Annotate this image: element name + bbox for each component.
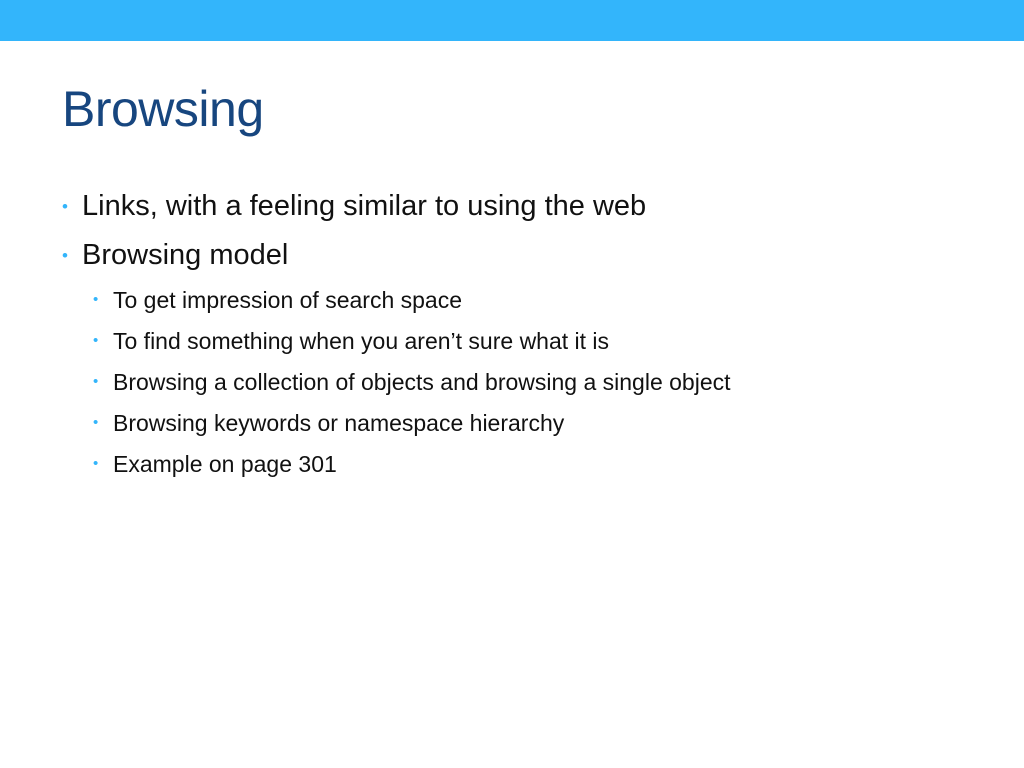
bullet-dot-icon: • (62, 246, 68, 265)
bullet-dot-icon: • (93, 291, 99, 308)
top-accent-bar (0, 0, 1024, 41)
bullet-dot-icon: • (93, 455, 99, 472)
bullet-dot-icon: • (62, 197, 68, 216)
sub-bullet-item (62, 366, 1002, 407)
sub-bullet-text: Browsing a collection of objects and browsing a single object (113, 369, 731, 395)
bullet-list (62, 186, 1002, 489)
bullet-text: Links, with a feeling similar to using the web (82, 190, 647, 222)
bullet-text: Browsing model (82, 239, 289, 271)
sub-bullet-text: Browsing keywords or namespace hierarchy (113, 410, 565, 436)
sub-bullet-text: Example on page 301 (113, 451, 337, 477)
bullet-dot-icon: • (93, 373, 99, 390)
bullet-item (62, 235, 1002, 284)
sub-bullet-item (62, 448, 1002, 489)
bullet-dot-icon: • (93, 414, 99, 431)
bullet-item (62, 186, 1002, 235)
sub-bullet-item (62, 325, 1002, 366)
sub-bullet-text: To find something when you aren’t sure what it is (113, 328, 610, 354)
sub-bullet-item (62, 407, 1002, 448)
slide-title: Browsing (62, 81, 264, 137)
sub-bullet-item (62, 284, 1002, 325)
sub-bullet-text: To get impression of search space (113, 287, 463, 313)
bullet-dot-icon: • (93, 332, 99, 349)
